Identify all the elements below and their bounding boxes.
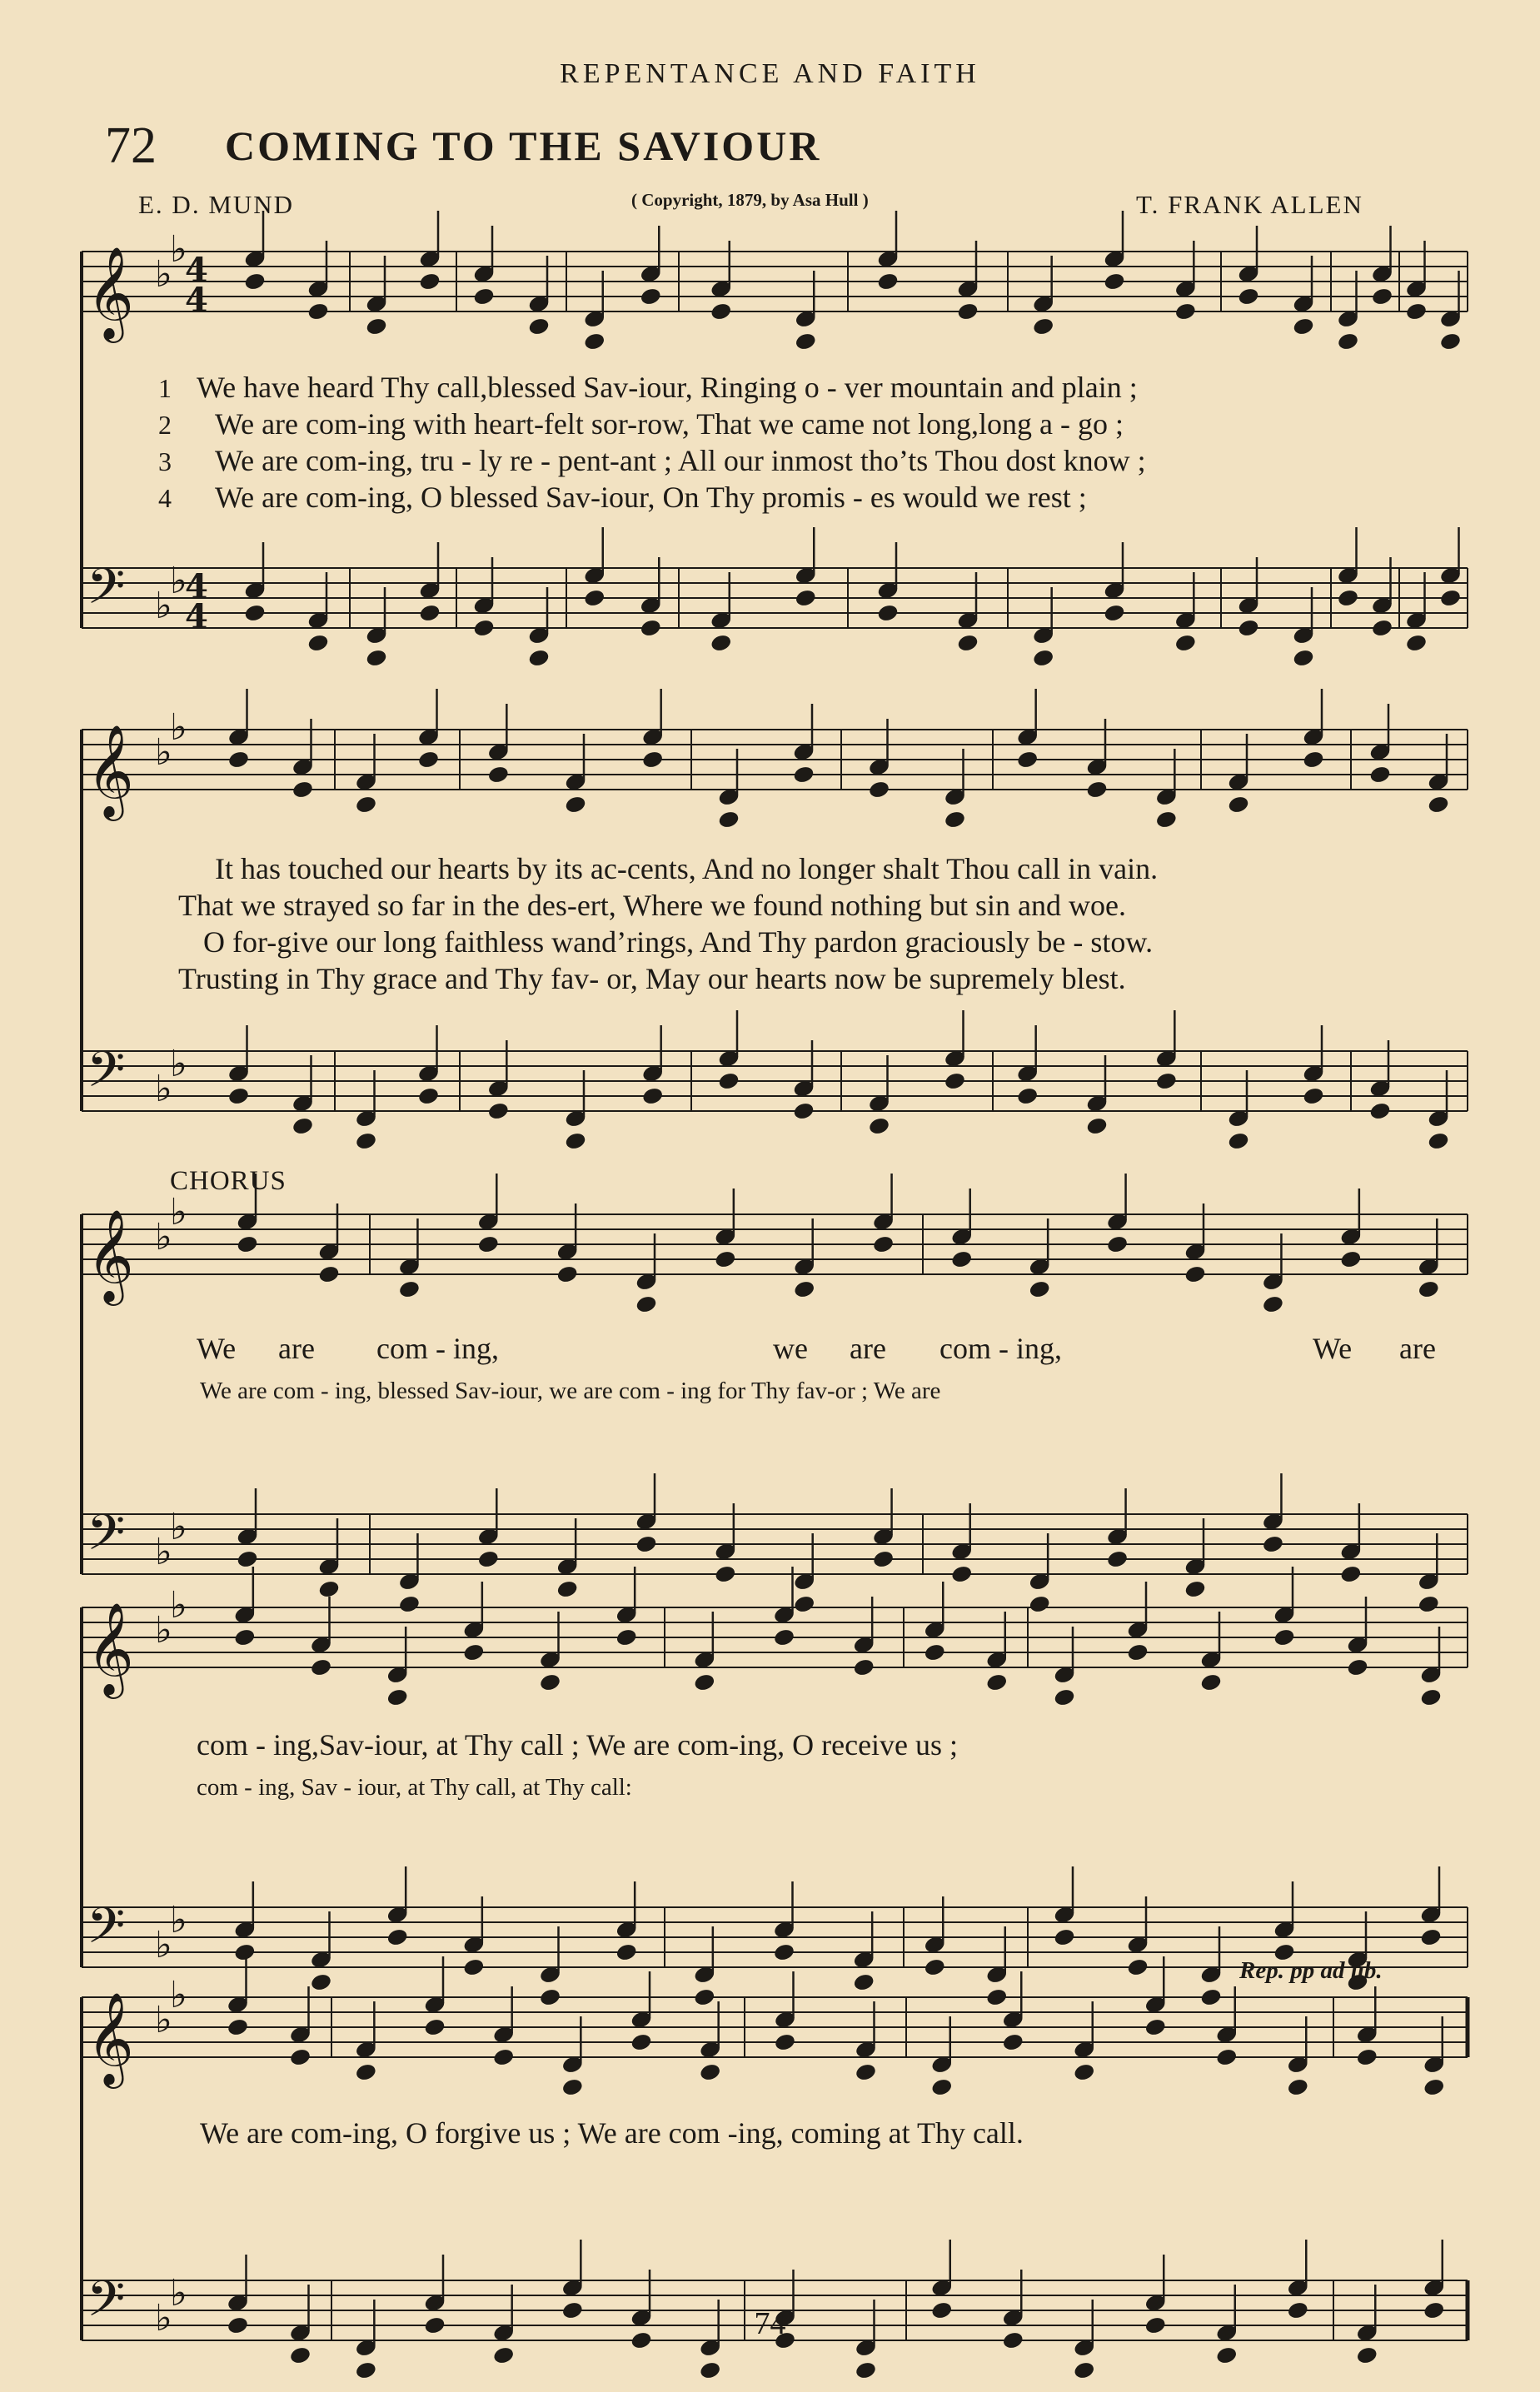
- notehead: [868, 1117, 890, 1136]
- notehead: [528, 317, 550, 336]
- notehead: [694, 1673, 715, 1692]
- notehead: [793, 765, 815, 785]
- notehead: [1238, 287, 1259, 306]
- notehead: [1228, 795, 1249, 815]
- notehead: [1293, 317, 1314, 336]
- notehead: [616, 1943, 637, 1962]
- flat-icon: ♭: [170, 1043, 187, 1085]
- flat-icon: ♭: [170, 560, 187, 602]
- notehead: [642, 1087, 664, 1106]
- notehead: [419, 272, 441, 292]
- notehead: [715, 1565, 736, 1584]
- notehead: [417, 750, 439, 770]
- notehead: [1303, 1087, 1324, 1106]
- notehead: [1184, 1265, 1206, 1284]
- notehead: [1074, 2361, 1095, 2380]
- verse-number: 4: [158, 483, 172, 513]
- notehead: [355, 2063, 376, 2082]
- notehead: [1200, 1988, 1222, 2007]
- notehead: [616, 1628, 637, 1647]
- verse-line: That we strayed so far in the des-ert, Where we found nothing but sin and woe.: [178, 889, 1127, 922]
- notehead: [1293, 649, 1314, 668]
- notehead: [794, 1595, 815, 1614]
- chorus-label: CHORUS: [170, 1166, 287, 1196]
- notehead: [872, 1235, 894, 1254]
- notehead: [1086, 1117, 1108, 1136]
- notehead: [493, 2346, 515, 2365]
- notehead: [289, 2346, 311, 2365]
- notehead: [1369, 1102, 1391, 1121]
- notehead: [877, 272, 899, 292]
- flat-icon: ♭: [155, 585, 172, 627]
- notehead: [1174, 634, 1196, 653]
- notehead: [1428, 795, 1449, 815]
- notehead: [289, 2048, 311, 2067]
- chorus-word: com - ing,: [376, 1332, 499, 1365]
- notehead: [710, 634, 732, 653]
- notehead: [307, 634, 329, 653]
- chorus-line: We are com-ing, O forgive us ; We are com -ing, coming at Thy call.: [200, 2116, 1024, 2150]
- chorus-word: are: [1399, 1332, 1436, 1365]
- notehead: [528, 649, 550, 668]
- notehead: [1216, 2346, 1238, 2365]
- notehead: [292, 780, 313, 800]
- notehead: [1184, 1580, 1206, 1599]
- flat-icon: ♭: [155, 253, 172, 296]
- notehead: [1228, 1132, 1249, 1151]
- notehead: [700, 2063, 721, 2082]
- notehead: [1086, 780, 1108, 800]
- notehead: [1106, 1235, 1128, 1254]
- chorus-word: We: [197, 1332, 237, 1365]
- copyright-notice: ( Copyright, 1879, by Asa Hull ): [631, 190, 869, 210]
- notehead: [944, 810, 965, 830]
- section-heading: REPENTANCE AND FAITH: [560, 58, 980, 89]
- notehead: [924, 1643, 945, 1662]
- treble-clef-icon: 𝄞: [87, 1602, 134, 1695]
- notehead: [1340, 1250, 1362, 1269]
- notehead: [1033, 317, 1054, 336]
- flat-icon: ♭: [170, 1974, 187, 2016]
- notehead: [1371, 287, 1393, 306]
- notehead: [1347, 1658, 1368, 1677]
- flat-icon: ♭: [155, 1068, 172, 1110]
- notehead: [710, 302, 732, 321]
- notehead: [1303, 750, 1324, 770]
- notehead: [1340, 1565, 1362, 1584]
- notehead: [419, 604, 441, 623]
- notehead: [694, 1988, 715, 2007]
- notehead: [1054, 1688, 1075, 1707]
- notehead: [1017, 750, 1039, 770]
- chorus-word: we: [773, 1332, 808, 1365]
- notehead: [307, 302, 329, 321]
- treble-clef-icon: 𝄞: [87, 1991, 134, 2085]
- flat-icon: ♭: [170, 706, 187, 749]
- notehead: [773, 1943, 795, 1962]
- notehead: [539, 1673, 561, 1692]
- notehead: [1369, 765, 1391, 785]
- notehead: [951, 1250, 973, 1269]
- notehead: [1405, 302, 1427, 321]
- notehead: [642, 750, 664, 770]
- notehead: [1033, 649, 1054, 668]
- notehead: [630, 2033, 652, 2052]
- notehead: [957, 634, 979, 653]
- notehead: [234, 1943, 256, 1962]
- notehead: [1420, 1928, 1442, 1947]
- notehead: [868, 780, 890, 800]
- notehead: [1423, 2078, 1445, 2097]
- notehead: [493, 2048, 515, 2067]
- time-signature: 4: [185, 251, 208, 290]
- notehead: [556, 1580, 578, 1599]
- flat-icon: ♭: [155, 1216, 172, 1258]
- flat-icon: ♭: [155, 731, 172, 774]
- notehead: [1420, 1688, 1442, 1707]
- notehead: [477, 1235, 499, 1254]
- notehead: [561, 2078, 583, 2097]
- notehead: [386, 1928, 408, 1947]
- notehead: [355, 795, 376, 815]
- notehead: [556, 1265, 578, 1284]
- notehead: [366, 649, 387, 668]
- notehead: [718, 810, 740, 830]
- author-credit: E. D. MUND: [138, 190, 295, 219]
- notehead: [640, 287, 661, 306]
- notehead: [795, 332, 816, 351]
- notehead: [355, 2361, 376, 2380]
- verse-line: O for-give our long faithless wand’rings, And Thy pardon graciously be - stow.: [203, 925, 1154, 959]
- notehead: [853, 1658, 875, 1677]
- notehead: [584, 332, 606, 351]
- notehead: [773, 1628, 795, 1647]
- notehead: [700, 2361, 721, 2380]
- notehead: [473, 287, 495, 306]
- hymn-number: 72: [105, 117, 157, 174]
- notehead: [310, 1973, 331, 1992]
- notehead: [1405, 634, 1427, 653]
- notehead: [237, 1550, 258, 1569]
- notehead: [1371, 619, 1393, 638]
- notehead: [1104, 604, 1125, 623]
- notehead: [227, 1087, 249, 1106]
- notehead: [463, 1643, 485, 1662]
- notehead: [944, 1072, 965, 1091]
- notehead: [1029, 1595, 1050, 1614]
- notehead: [1200, 1673, 1222, 1692]
- notehead: [398, 1280, 420, 1299]
- notehead: [855, 2063, 876, 2082]
- notehead: [463, 1958, 485, 1977]
- verse-line: We are com-ing, O blessed Sav-iour, On Thy promis - es would we rest ;: [215, 481, 1087, 514]
- notehead: [366, 317, 387, 336]
- flat-icon: ♭: [155, 1924, 172, 1966]
- notehead: [318, 1580, 340, 1599]
- bass-clef-icon: 𝄢: [87, 557, 126, 627]
- notehead: [487, 765, 509, 785]
- notehead: [244, 604, 266, 623]
- notehead: [1356, 2346, 1378, 2365]
- notehead: [1439, 589, 1461, 608]
- verse-number: 3: [158, 446, 172, 476]
- notehead: [855, 2361, 876, 2380]
- notehead: [424, 2018, 446, 2037]
- flat-icon: ♭: [170, 228, 187, 271]
- flat-icon: ♭: [155, 1531, 172, 1573]
- notehead: [853, 1973, 875, 1992]
- bass-clef-icon: 𝄢: [87, 1896, 126, 1966]
- notehead: [1002, 2033, 1024, 2052]
- notehead: [1428, 1132, 1449, 1151]
- notehead: [227, 2018, 248, 2037]
- notehead: [718, 1072, 740, 1091]
- verse-line: We have heard Thy call,blessed Sav-iour, Ringing o - ver mountain and plain ;: [197, 371, 1138, 404]
- bass-clef-icon: 𝄢: [87, 1040, 126, 1110]
- chorus-line: com - ing,Sav-iour, at Thy call ; We are com-ing, O receive us ;: [197, 1728, 959, 1762]
- notehead: [417, 1087, 439, 1106]
- time-signature: 4: [185, 281, 208, 320]
- verse-line: We are com-ing with heart-felt sor-row, That we came not long,long a - go ;: [215, 407, 1124, 441]
- notehead: [635, 1295, 657, 1314]
- notehead: [1337, 332, 1358, 351]
- notehead: [795, 589, 816, 608]
- hymn-title: COMING TO THE SAVIOUR: [225, 122, 822, 169]
- flat-icon: ♭: [170, 2272, 187, 2315]
- notehead: [1029, 1280, 1050, 1299]
- chorus-word: are: [850, 1332, 886, 1365]
- notehead: [1017, 1087, 1039, 1106]
- verse-line: It has touched our hearts by its ac-cents, And no longer shalt Thou call in vain.: [215, 852, 1159, 885]
- notehead: [1106, 1550, 1128, 1569]
- notehead: [1155, 1072, 1177, 1091]
- treble-clef-icon: 𝄞: [87, 1208, 134, 1302]
- treble-clef-icon: 𝄞: [87, 246, 134, 339]
- notehead: [355, 1132, 376, 1151]
- verse-number: 1: [158, 373, 172, 403]
- notehead: [584, 589, 606, 608]
- flat-icon: ♭: [155, 1999, 172, 2041]
- verse-line: We are com-ing, tru - ly re - pent-ant ; All our inmost tho’ts Thou dost know ;: [215, 444, 1146, 477]
- notehead: [1273, 1628, 1295, 1647]
- notehead: [1356, 2048, 1378, 2067]
- flat-icon: ♭: [170, 1899, 187, 1941]
- page-number: 74: [754, 2306, 786, 2341]
- notehead: [640, 619, 661, 638]
- flat-icon: ♭: [170, 1191, 187, 1233]
- notehead: [1418, 1595, 1439, 1614]
- notehead: [244, 272, 266, 292]
- notehead: [539, 1988, 561, 2007]
- bass-clef-icon: 𝄢: [87, 1503, 126, 1573]
- notehead: [924, 1958, 945, 1977]
- notehead: [1127, 1643, 1149, 1662]
- notehead: [1238, 619, 1259, 638]
- notehead: [487, 1102, 509, 1121]
- notehead: [565, 795, 586, 815]
- notehead: [1127, 1958, 1149, 1977]
- chorus-word: are: [278, 1332, 315, 1365]
- notehead: [951, 1565, 973, 1584]
- notehead: [1439, 332, 1461, 351]
- notehead: [1418, 1280, 1439, 1299]
- flat-icon: ♭: [155, 2297, 172, 2340]
- notehead: [1216, 2048, 1238, 2067]
- verse-line: Trusting in Thy grace and Thy fav- or, May our hearts now be supremely blest.: [178, 962, 1126, 995]
- notehead: [1174, 302, 1196, 321]
- notehead: [986, 1988, 1008, 2007]
- notehead: [1144, 2018, 1166, 2037]
- notehead: [1104, 272, 1125, 292]
- chorus-word: We: [1313, 1332, 1353, 1365]
- composer-credit: T. FRANK ALLEN: [1136, 190, 1363, 219]
- notehead: [635, 1535, 657, 1554]
- time-signature: 4: [185, 597, 208, 636]
- notehead: [1155, 810, 1177, 830]
- notehead: [1262, 1535, 1283, 1554]
- treble-clef-icon: 𝄞: [87, 724, 134, 817]
- notehead: [794, 1280, 815, 1299]
- notehead: [292, 1117, 313, 1136]
- notehead: [1337, 589, 1358, 608]
- notehead: [986, 1673, 1008, 1692]
- notehead: [931, 2078, 953, 2097]
- verse-number: 2: [158, 410, 172, 440]
- chorus-word: com - ing,: [939, 1332, 1062, 1365]
- notehead: [310, 1658, 331, 1677]
- notehead: [565, 1132, 586, 1151]
- flat-icon: ♭: [170, 1584, 187, 1627]
- flat-icon: ♭: [155, 1609, 172, 1652]
- notehead: [957, 302, 979, 321]
- notehead: [398, 1595, 420, 1614]
- chorus-bass-line: We are com - ing, blessed Sav-iour, we are com - ing for Thy fav-or ; We are: [200, 1378, 941, 1404]
- notehead: [715, 1250, 736, 1269]
- notehead: [477, 1550, 499, 1569]
- notehead: [1074, 2063, 1095, 2082]
- notehead: [227, 750, 249, 770]
- time-signature: 4: [185, 567, 208, 606]
- flat-icon: ♭: [170, 1506, 187, 1548]
- notehead: [473, 619, 495, 638]
- chorus-bass-line: com - ing, Sav - iour, at Thy call, at Thy call:: [197, 1774, 632, 1801]
- notehead: [386, 1688, 408, 1707]
- repeat-instruction: Rep. pp ad lib.: [1239, 1957, 1383, 1984]
- notehead: [872, 1550, 894, 1569]
- notehead: [1262, 1295, 1283, 1314]
- bass-clef-icon: 𝄢: [87, 2270, 126, 2340]
- notehead: [1287, 2078, 1308, 2097]
- notehead: [237, 1235, 258, 1254]
- notehead: [1054, 1928, 1075, 1947]
- notehead: [774, 2033, 795, 2052]
- notehead: [318, 1265, 340, 1284]
- notehead: [793, 1102, 815, 1121]
- notehead: [234, 1628, 256, 1647]
- notehead: [877, 604, 899, 623]
